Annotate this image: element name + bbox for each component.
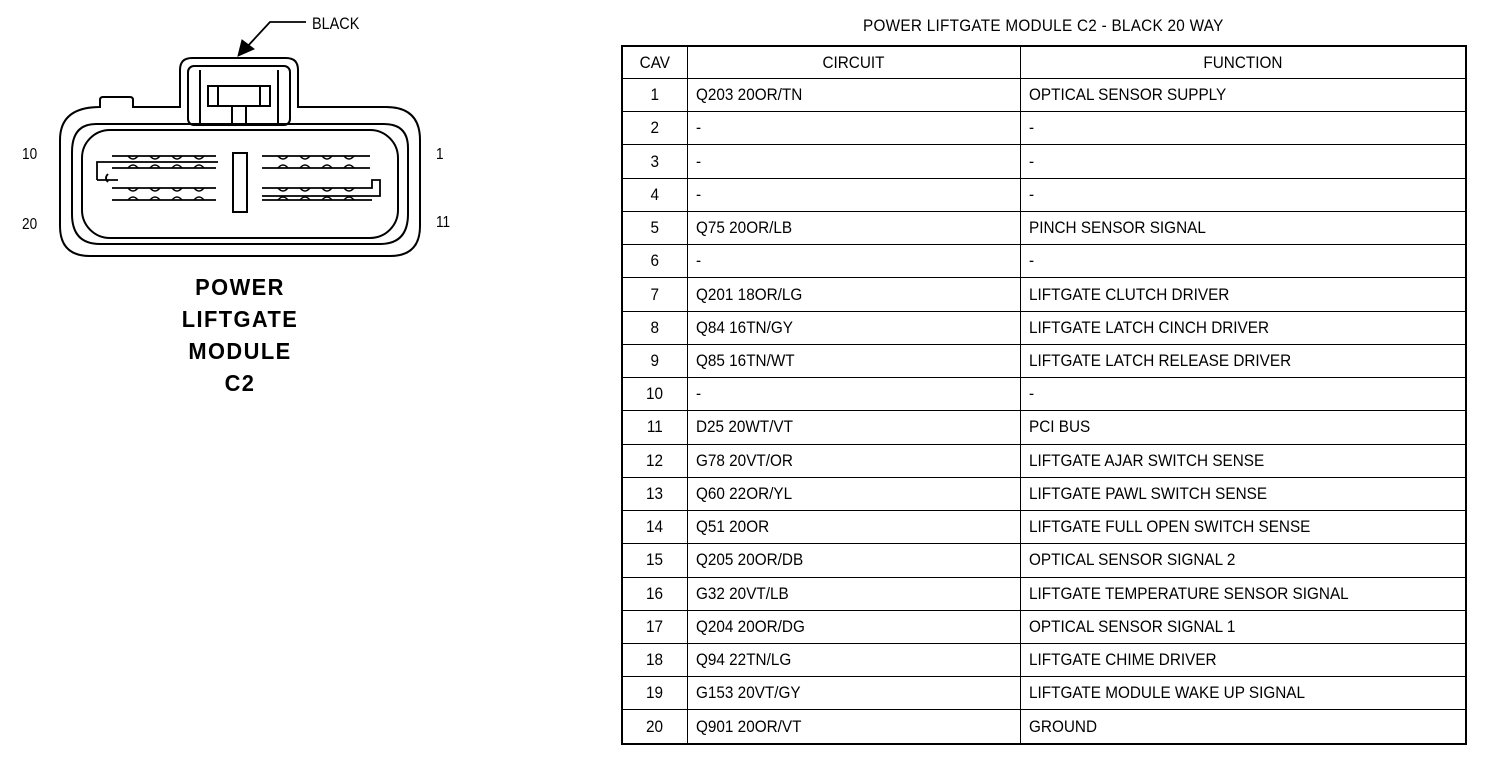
cell-circuit: - <box>687 178 1020 211</box>
cell-circuit: Q203 20OR/TN <box>687 79 1020 112</box>
cell-circuit: Q901 20OR/VT <box>687 710 1020 744</box>
cell-function: - <box>1020 378 1466 411</box>
cell-function: OPTICAL SENSOR SIGNAL 1 <box>1020 610 1466 643</box>
cell-circuit: Q204 20OR/DG <box>687 610 1020 643</box>
cell-cav: 9 <box>622 344 687 377</box>
connector-name-line: C2 <box>224 370 256 396</box>
cell-cav: 10 <box>622 378 687 411</box>
table-row <box>622 411 1466 444</box>
cell-cav: 8 <box>622 311 687 344</box>
cell-cav: 6 <box>622 245 687 278</box>
table-title-text: POWER LIFTGATE MODULE C2 - BLACK 20 WAY <box>862 16 1224 35</box>
cell-circuit: Q85 16TN/WT <box>687 344 1020 377</box>
cell-circuit: G78 20VT/OR <box>687 444 1020 477</box>
table-row <box>622 278 1466 311</box>
table-row <box>622 112 1466 145</box>
cell-cav: 12 <box>622 444 687 477</box>
cell-function: - <box>1020 178 1466 211</box>
cell-cav: 1 <box>622 79 687 112</box>
cell-function: OPTICAL SENSOR SUPPLY <box>1020 79 1466 112</box>
cell-cav: 4 <box>622 178 687 211</box>
cell-circuit: - <box>687 112 1020 145</box>
cell-cav: 18 <box>622 643 687 676</box>
connector-name-line: MODULE <box>188 338 292 364</box>
table-row <box>622 477 1466 510</box>
cell-function: LIFTGATE MODULE WAKE UP SIGNAL <box>1020 677 1466 710</box>
connector-name-line: POWER <box>195 274 285 300</box>
callout-leader <box>238 22 306 56</box>
cell-circuit: Q201 18OR/LG <box>687 278 1020 311</box>
cell-function: LIFTGATE LATCH CINCH DRIVER <box>1020 311 1466 344</box>
table-row <box>622 511 1466 544</box>
cell-function: LIFTGATE FULL OPEN SWITCH SENSE <box>1020 511 1466 544</box>
pin-label-top-right: 1 <box>436 146 444 163</box>
cell-cav: 15 <box>622 544 687 577</box>
cell-cav: 20 <box>622 710 687 744</box>
table-row <box>622 710 1466 744</box>
cell-function: PINCH SENSOR SIGNAL <box>1020 211 1466 244</box>
table-row <box>622 211 1466 244</box>
table-row <box>622 344 1466 377</box>
table-row <box>622 677 1466 710</box>
cell-function: - <box>1020 112 1466 145</box>
header-circuit: CIRCUIT <box>687 46 1020 79</box>
table-row <box>622 378 1466 411</box>
cell-circuit: Q205 20OR/DB <box>687 544 1020 577</box>
cell-cav: 5 <box>622 211 687 244</box>
table-row <box>622 643 1466 676</box>
table-row <box>622 178 1466 211</box>
pin-label-bottom-left: 20 <box>22 216 38 233</box>
cell-circuit: G153 20VT/GY <box>687 677 1020 710</box>
connector-housing <box>60 58 420 256</box>
cell-function: PCI BUS <box>1020 411 1466 444</box>
connector-name <box>120 271 360 399</box>
cell-function: LIFTGATE CHIME DRIVER <box>1020 643 1466 676</box>
table-title <box>620 16 1466 36</box>
pin-label-top-left: 10 <box>22 146 38 163</box>
pinout-table <box>621 45 1467 745</box>
cell-function: - <box>1020 245 1466 278</box>
cell-circuit: Q84 16TN/GY <box>687 311 1020 344</box>
cell-function: LIFTGATE CLUTCH DRIVER <box>1020 278 1466 311</box>
cell-cav: 17 <box>622 610 687 643</box>
table-row <box>622 311 1466 344</box>
table-row <box>622 245 1466 278</box>
table-row <box>622 577 1466 610</box>
cell-circuit: D25 20WT/VT <box>687 411 1020 444</box>
cell-function: OPTICAL SENSOR SIGNAL 2 <box>1020 544 1466 577</box>
pin-label-bottom-right: 11 <box>436 214 451 231</box>
table-row <box>622 444 1466 477</box>
cell-function: LIFTGATE AJAR SWITCH SENSE <box>1020 444 1466 477</box>
cell-cav: 13 <box>622 477 687 510</box>
table-row <box>622 544 1466 577</box>
cell-circuit: - <box>687 245 1020 278</box>
cell-cav: 7 <box>622 278 687 311</box>
cell-circuit: Q60 22OR/YL <box>687 477 1020 510</box>
cell-cav: 14 <box>622 511 687 544</box>
cell-function: - <box>1020 145 1466 178</box>
cell-cav: 2 <box>622 112 687 145</box>
cell-function: LIFTGATE TEMPERATURE SENSOR SIGNAL <box>1020 577 1466 610</box>
cell-cav: 3 <box>622 145 687 178</box>
cell-cav: 19 <box>622 677 687 710</box>
cell-function: GROUND <box>1020 710 1466 744</box>
cell-circuit: - <box>687 145 1020 178</box>
terminal-rows <box>97 156 380 200</box>
cell-cav: 11 <box>622 411 687 444</box>
cell-function: LIFTGATE PAWL SWITCH SENSE <box>1020 477 1466 510</box>
header-function: FUNCTION <box>1020 46 1466 79</box>
cell-circuit: Q75 20OR/LB <box>687 211 1020 244</box>
header-cav: CAV <box>622 46 687 79</box>
cell-circuit: G32 20VT/LB <box>687 577 1020 610</box>
table-body <box>622 79 1466 745</box>
table-row <box>622 610 1466 643</box>
cell-circuit: - <box>687 378 1020 411</box>
cell-function: LIFTGATE LATCH RELEASE DRIVER <box>1020 344 1466 377</box>
table-row <box>622 145 1466 178</box>
connector-color-label: BLACK <box>312 14 360 33</box>
cell-circuit: Q94 22TN/LG <box>687 643 1020 676</box>
cell-circuit: Q51 20OR <box>687 511 1020 544</box>
table-header-row <box>622 46 1466 79</box>
table-row <box>622 79 1466 112</box>
cell-cav: 16 <box>622 577 687 610</box>
connector-name-line: LIFTGATE <box>181 306 299 332</box>
